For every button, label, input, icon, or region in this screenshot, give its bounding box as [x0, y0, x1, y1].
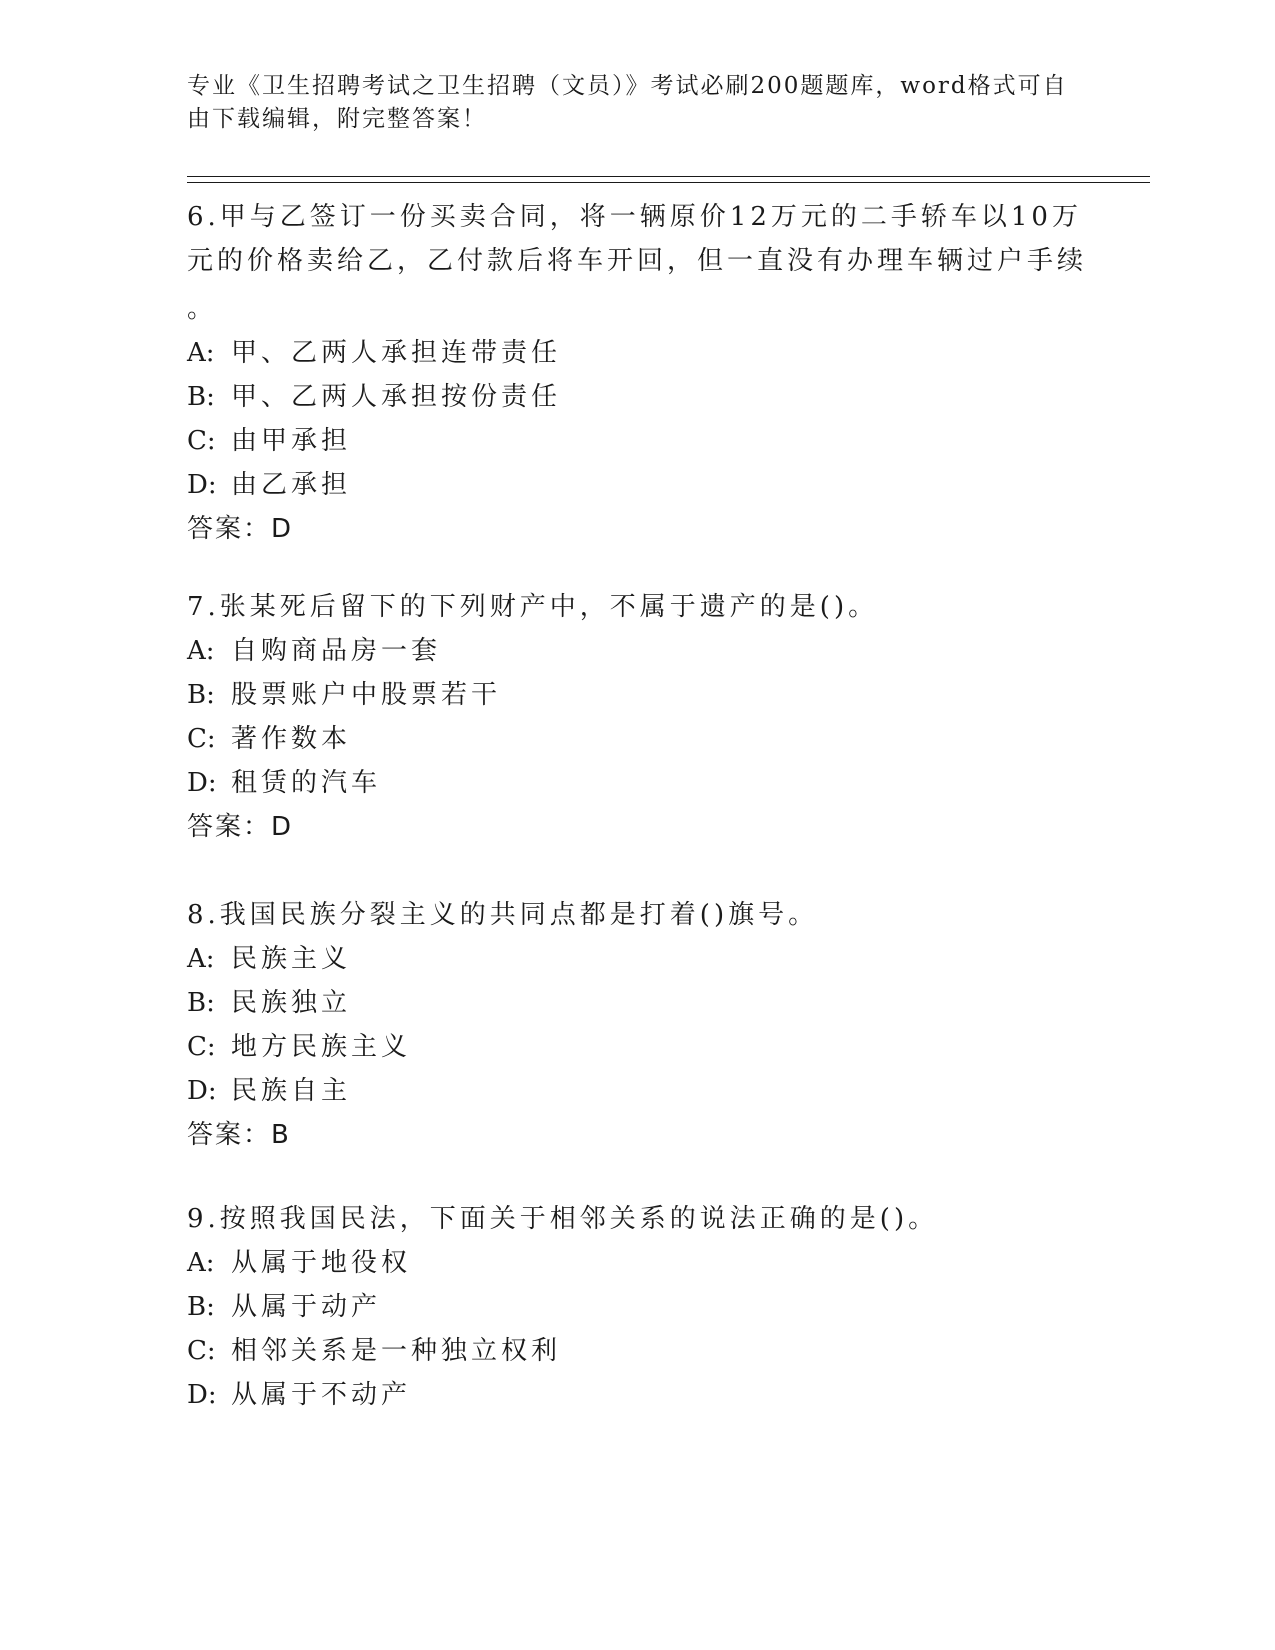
header-divider-top — [187, 176, 1150, 177]
answer-option — [187, 630, 441, 667]
answer-option — [187, 938, 351, 975]
option-text: 从属于动产 — [231, 1292, 382, 1322]
option-text: 甲、乙两人承担连带责任 — [231, 338, 562, 368]
option-letter: A: — [187, 338, 215, 368]
option-letter: D: — [187, 1076, 217, 1106]
question-stem-line: 7.张某死后留下的下列财产中，不属于遗产的是()。 — [187, 592, 879, 622]
option-letter: B: — [187, 680, 215, 710]
answer-option — [187, 1286, 381, 1323]
option-text: 著作数本 — [231, 724, 352, 754]
answer-key: 答案：B — [187, 1120, 291, 1150]
question-stem-line: 8.我国民族分裂主义的共同点都是打着()旗号。 — [187, 900, 819, 930]
option-letter: C: — [187, 1032, 216, 1062]
question-stem-line: 6.甲与乙签订一份买卖合同，将一辆原价12万元的二手轿车以10万 — [187, 202, 1082, 232]
answer-option — [187, 1242, 411, 1279]
option-letter: D: — [187, 768, 217, 798]
option-text: 自购商品房一套 — [231, 636, 442, 666]
option-text: 租赁的汽车 — [231, 768, 382, 798]
answer-key: 答案：D — [187, 812, 294, 842]
answer-option — [187, 464, 351, 501]
option-letter: D: — [187, 1380, 217, 1410]
answer-option — [187, 332, 561, 369]
header-line-1: 专业《卫生招聘考试之卫生招聘（文员）》考试必刷200题题库，word格式可自 — [187, 73, 1068, 99]
answer-option — [187, 982, 351, 1019]
option-text: 民族自主 — [231, 1076, 352, 1106]
option-letter: B: — [187, 988, 215, 1018]
option-text: 民族独立 — [231, 988, 352, 1018]
answer-option — [187, 1330, 561, 1367]
answer-option — [187, 420, 351, 457]
header-divider-bottom — [187, 182, 1150, 183]
answer-key: 答案：D — [187, 514, 294, 544]
question-stem-line: 9.按照我国民法，下面关于相邻关系的说法正确的是()。 — [187, 1204, 939, 1234]
option-letter: A: — [187, 636, 215, 666]
option-text: 地方民族主义 — [231, 1032, 412, 1062]
answer-option — [187, 762, 381, 799]
option-text: 由乙承担 — [231, 470, 352, 500]
document-header — [187, 70, 1087, 136]
question-stem-line: 元的价格卖给乙，乙付款后将车开回，但一直没有办理车辆过户手续 — [187, 246, 1088, 276]
option-letter: B: — [187, 382, 215, 412]
option-letter: C: — [187, 1336, 216, 1366]
answer-option — [187, 1026, 411, 1063]
header-line-2: 由下载编辑，附完整答案！ — [187, 106, 487, 132]
option-letter: C: — [187, 724, 216, 754]
answer-option — [187, 1374, 411, 1411]
option-text: 相邻关系是一种独立权利 — [231, 1336, 562, 1366]
option-text: 从属于不动产 — [231, 1380, 412, 1410]
option-text: 由甲承担 — [231, 426, 352, 456]
option-text: 股票账户中股票若干 — [231, 680, 502, 710]
answer-option — [187, 674, 501, 711]
option-letter: C: — [187, 426, 216, 456]
option-letter: B: — [187, 1292, 215, 1322]
answer-option — [187, 718, 351, 755]
option-letter: A: — [187, 944, 215, 974]
option-text: 民族主义 — [231, 944, 352, 974]
question-stem-line: 。 — [187, 294, 218, 324]
option-text: 从属于地役权 — [231, 1248, 412, 1278]
option-text: 甲、乙两人承担按份责任 — [231, 382, 562, 412]
answer-option — [187, 1070, 351, 1107]
option-letter: A: — [187, 1248, 215, 1278]
answer-option — [187, 376, 561, 413]
option-letter: D: — [187, 470, 217, 500]
